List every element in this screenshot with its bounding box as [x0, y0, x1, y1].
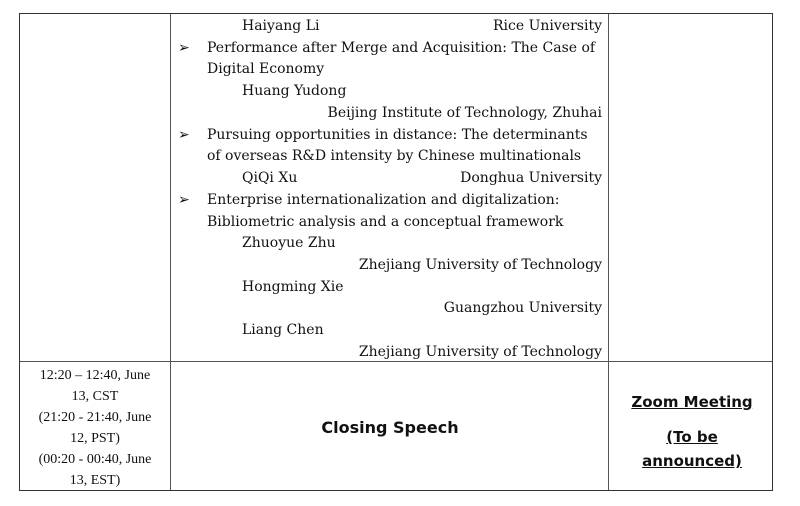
- paper-title: Pursuing opportunities in distance: The determinants: [207, 127, 588, 143]
- bullet-icon: ➢: [178, 192, 190, 208]
- paper-title: Performance after Merge and Acquisition: The Case of: [207, 40, 596, 56]
- session-time: 13, CST: [71, 389, 119, 404]
- author-name: QiQi Xu: [242, 170, 298, 186]
- column-divider: [170, 14, 171, 490]
- session-time: 13, EST): [69, 473, 121, 488]
- column-divider: [608, 14, 609, 490]
- paper-title: Enterprise internationalization and digitalization:: [207, 192, 560, 208]
- zoom-meeting-link[interactable]: Zoom Meeting: [631, 393, 753, 411]
- venue-note: (To be: [666, 428, 718, 446]
- author-name: Hongming Xie: [242, 279, 344, 295]
- paper-title: of overseas R&D intensity by Chinese multinationals: [207, 148, 582, 164]
- bullet-icon: ➢: [178, 40, 190, 56]
- author-affiliation: Zhejiang University of Technology: [358, 344, 602, 360]
- venue-note: announced): [642, 452, 742, 470]
- author-affiliation: Beijing Institute of Technology, Zhuhai: [327, 105, 602, 121]
- author-affiliation: Donghua University: [460, 170, 602, 186]
- session-time: 12:20 – 12:40, June: [39, 368, 151, 383]
- session-title: Closing Speech: [321, 418, 459, 437]
- schedule-table: [19, 13, 773, 491]
- author-affiliation: Rice University: [493, 18, 602, 34]
- author-name: Huang Yudong: [242, 83, 347, 99]
- author-name: Haiyang Li: [242, 18, 320, 34]
- bullet-icon: ➢: [178, 127, 190, 143]
- session-time: 12, PST): [70, 431, 120, 446]
- author-affiliation: Guangzhou University: [443, 300, 602, 316]
- paper-title: Bibliometric analysis and a conceptual framework: [207, 214, 564, 230]
- session-time: (21:20 - 21:40, June: [38, 410, 152, 425]
- session-time: (00:20 - 00:40, June: [38, 452, 152, 467]
- author-affiliation: Zhejiang University of Technology: [358, 257, 602, 273]
- row-divider: [20, 361, 772, 362]
- author-name: Liang Chen: [242, 322, 324, 338]
- author-name: Zhuoyue Zhu: [242, 235, 336, 251]
- paper-title: Digital Economy: [207, 61, 325, 77]
